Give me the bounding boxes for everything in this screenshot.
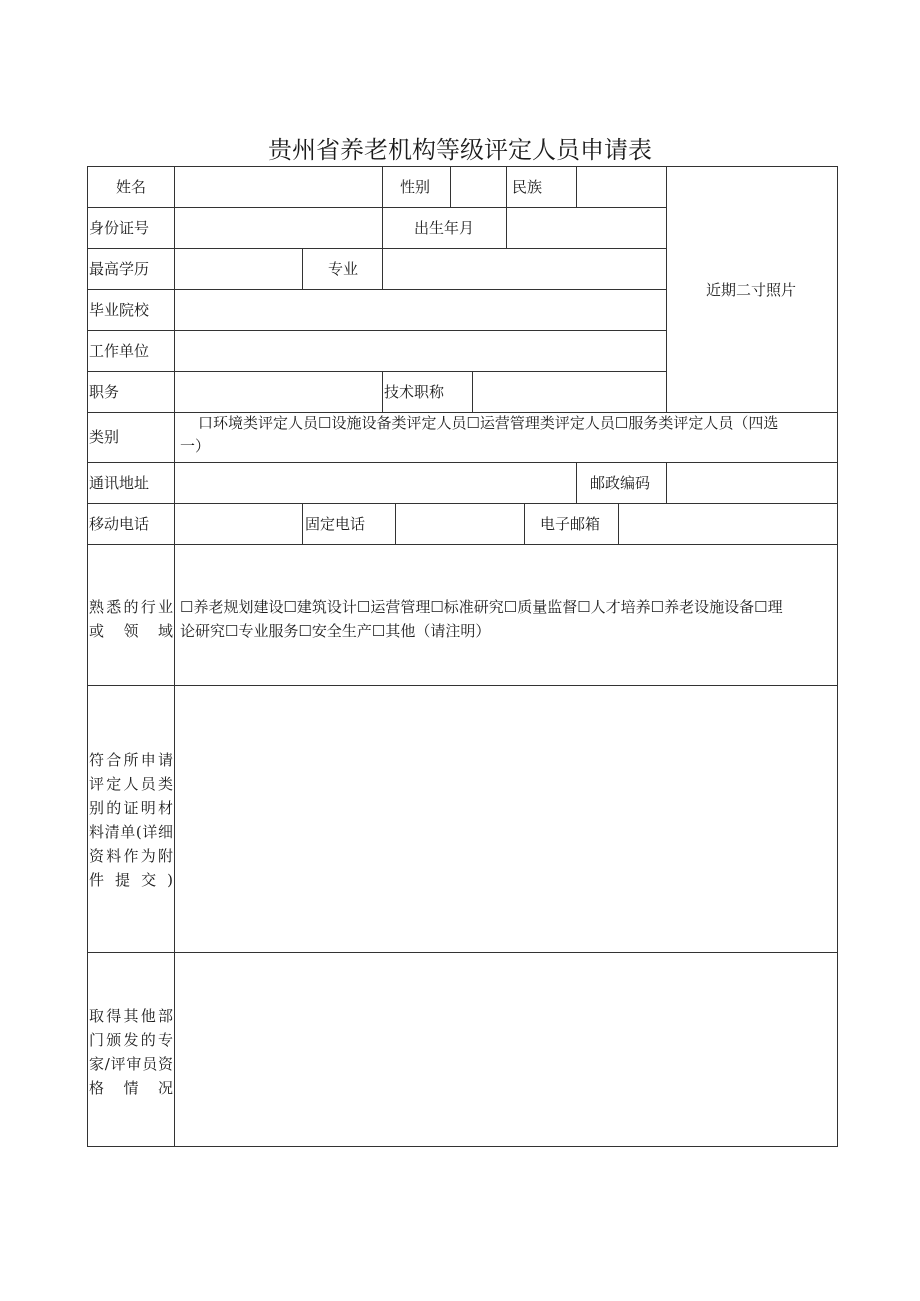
photo-column-divider bbox=[666, 166, 667, 412]
label-education: 最高学历 bbox=[89, 260, 150, 278]
label-category: 类别 bbox=[89, 428, 120, 446]
table-border-bottom bbox=[87, 1146, 838, 1147]
label-email: 电子邮箱 bbox=[540, 515, 601, 533]
table-rule bbox=[450, 166, 451, 207]
table-rule bbox=[395, 503, 396, 544]
label-address: 通讯地址 bbox=[89, 474, 150, 492]
label-tech-title: 技术职称 bbox=[384, 383, 445, 401]
label-other-quals: 取得其他部门颁发的专家/评审员资格情况 bbox=[89, 1007, 173, 1097]
label-postcode: 邮政编码 bbox=[590, 474, 651, 492]
table-rule bbox=[618, 503, 619, 544]
label-mobile: 移动电话 bbox=[89, 515, 150, 533]
table-rule bbox=[506, 166, 507, 207]
label-ethnicity: 民族 bbox=[512, 178, 543, 196]
table-rule bbox=[506, 207, 507, 248]
table-rule bbox=[302, 503, 303, 544]
fields-options-cont: 论研究☐专业服务☐安全生产☐其他（请注明） bbox=[180, 622, 491, 640]
label-landline: 固定电话 bbox=[305, 515, 366, 533]
table-rule bbox=[666, 462, 667, 503]
table-rule bbox=[87, 952, 838, 953]
table-rule bbox=[524, 503, 525, 544]
table-rule bbox=[87, 462, 838, 463]
form-title: 贵州省养老机构等级评定人员申请表 bbox=[268, 136, 652, 164]
table-rule bbox=[87, 503, 838, 504]
label-fields: 熟悉的行业或领域 bbox=[89, 598, 173, 640]
label-gender: 性别 bbox=[400, 178, 431, 196]
table-rule bbox=[382, 166, 383, 207]
label-birth: 出生年月 bbox=[414, 219, 475, 237]
table-rule bbox=[576, 166, 577, 207]
table-border-top bbox=[87, 166, 838, 167]
label-school: 毕业院校 bbox=[89, 301, 150, 319]
table-rule bbox=[87, 685, 838, 686]
category-options-cont: 一） bbox=[180, 437, 211, 455]
label-column-divider bbox=[174, 166, 175, 1147]
table-border-left bbox=[87, 166, 88, 1147]
table-rule bbox=[382, 207, 383, 248]
fields-options: ☐养老规划建设☐建筑设计☐运营管理☐标准研究☐质量监督☐人才培养☐养老设施设备☐理 bbox=[180, 598, 783, 616]
table-rule bbox=[302, 248, 303, 289]
label-employer: 工作单位 bbox=[89, 342, 150, 360]
label-proof: 符合所申请评定人员类别的证明材料清单(详细资料作为附件提交) bbox=[89, 751, 173, 889]
photo-placeholder: 近期二寸照片 bbox=[706, 281, 797, 299]
table-rule bbox=[472, 371, 473, 412]
category-options: 口环境类评定人员☐设施设备类评定人员☐运营管理类评定人员☐服务类评定人员（四选 bbox=[198, 414, 779, 432]
table-rule bbox=[382, 248, 383, 289]
label-position: 职务 bbox=[89, 383, 120, 401]
label-major: 专业 bbox=[328, 260, 359, 278]
table-rule bbox=[87, 544, 838, 545]
label-name: 姓名 bbox=[116, 178, 147, 196]
table-rule bbox=[576, 462, 577, 503]
table-border-right bbox=[837, 166, 838, 1147]
label-id-number: 身份证号 bbox=[89, 219, 150, 237]
table-rule bbox=[382, 371, 383, 412]
